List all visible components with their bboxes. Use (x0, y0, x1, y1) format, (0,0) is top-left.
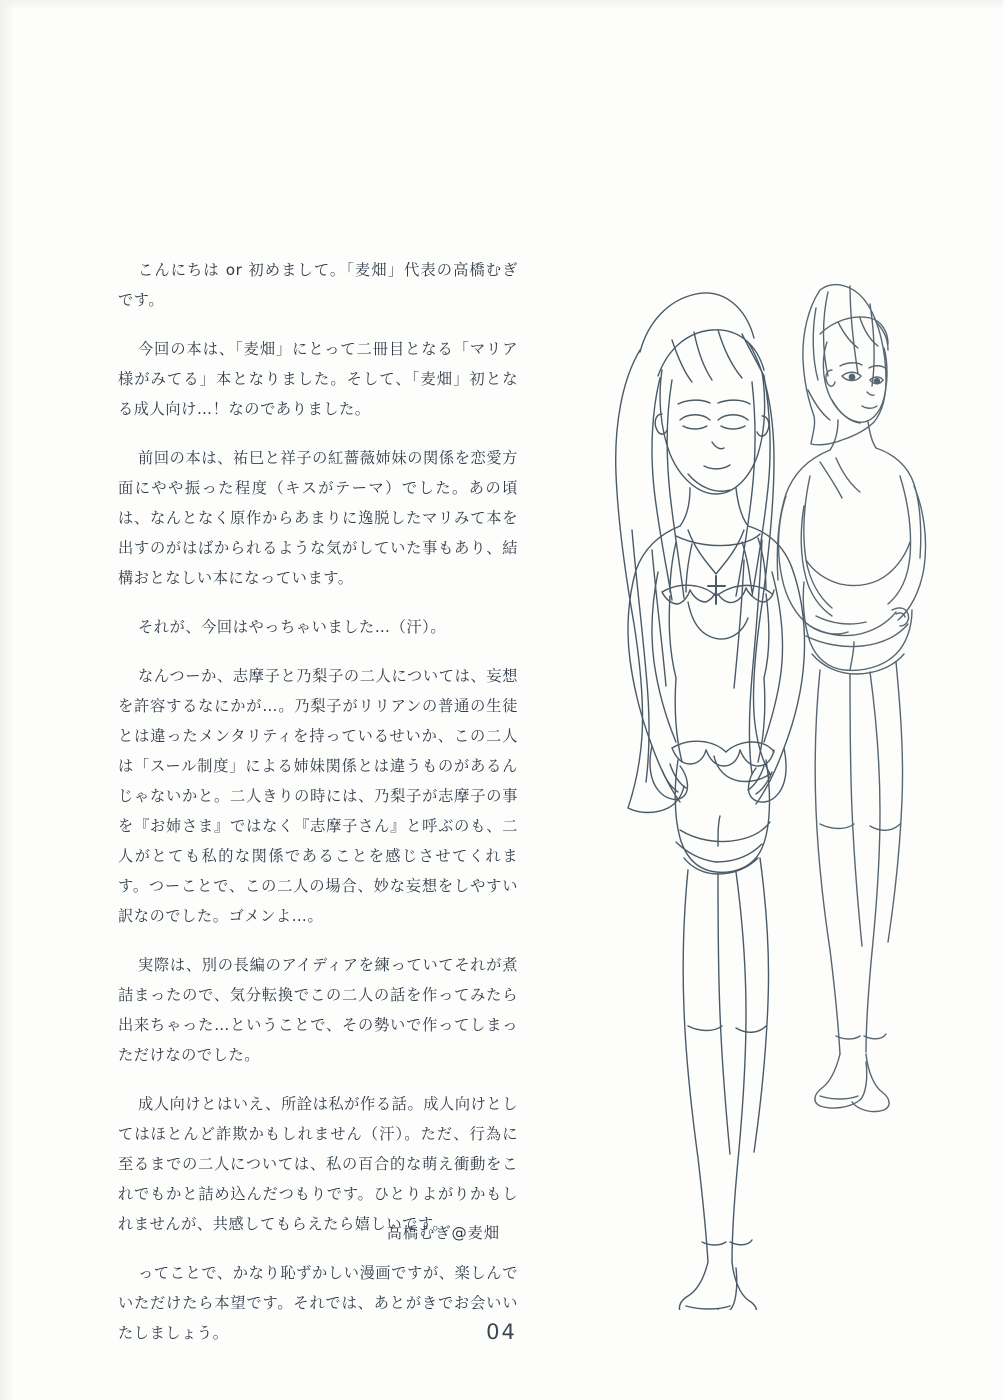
author-signature: 高橋むぎ@麦畑 (386, 1224, 500, 1242)
scan-edge-left (0, 0, 14, 1400)
illustration-two-girls (520, 230, 990, 1310)
afterword-paragraph: ってことで、かなり恥ずかしい漫画ですが、楽しんでいただけたら本望です。それでは、あとがきでお会いいたしましょう。 (118, 1264, 518, 1342)
girl-left-long-hair (616, 293, 805, 1310)
scan-edge-top (0, 0, 1003, 10)
afterword-paragraph: 今回の本は、「麦畑」にとって二冊目となる「マリア様がみてる」本となりました。そして、「麦畑」初となる成人向け…！なのでありました。 (118, 340, 518, 418)
afterword-paragraph: 実際は、別の長編のアイディアを練っていてそれが煮詰まったので、気分転換でこの二人の話を作ってみたら出来ちゃった…ということで、その勢いで作ってしまっただけなのでした。 (118, 956, 518, 1064)
afterword-text-block (118, 255, 518, 1367)
afterword-paragraph: なんつーか、志摩子と乃梨子の二人については、妄想を許容するなにかが…。乃梨子がリリアンの普通の生徒とは違ったメンタリティを持っているせいか、この二人は「スール制度」による姉妹関係とは違うものがあるんじゃないかと。二人きりの時には、乃梨子が志摩子の事を『お姉さま』ではなく『志摩子さん』と呼ぶのも、二人がとても私的な関係であることを感じさせてくれます。つーことで、この二人の場合、妙な妄想をしやすい訳なのでした。ゴメンよ…。 (118, 667, 518, 925)
afterword-paragraph: それが、今回はやっちゃいました…（汗）。 (138, 618, 447, 636)
page-number: 04 (486, 1320, 517, 1344)
afterword-paragraph: 成人向けとはいえ、所詮は私が作る話。成人向けとしてはほとんど詐欺かもしれません（汗）。ただ、行為に至るまでの二人については、私の百合的な萌え衝動をこれでもかと詰め込んだつもりです。ひとりよがりかもしれませんが、共感してもらえたら嬉しいです。 (118, 1095, 518, 1233)
afterword-paragraph: こんにちは or 初めまして。「麦畑」代表の高橋むぎです。 (118, 261, 518, 309)
afterword-paragraph: 前回の本は、祐巳と祥子の紅薔薇姉妹の関係を恋愛方面にやや振った程度（キスがテーマ）でした。あの頃は、なんとなく原作からあまりに逸脱したマリみて本を出すのがはばかられるような気がしていた事もあり、結構おとなしい本になっています。 (118, 449, 518, 587)
